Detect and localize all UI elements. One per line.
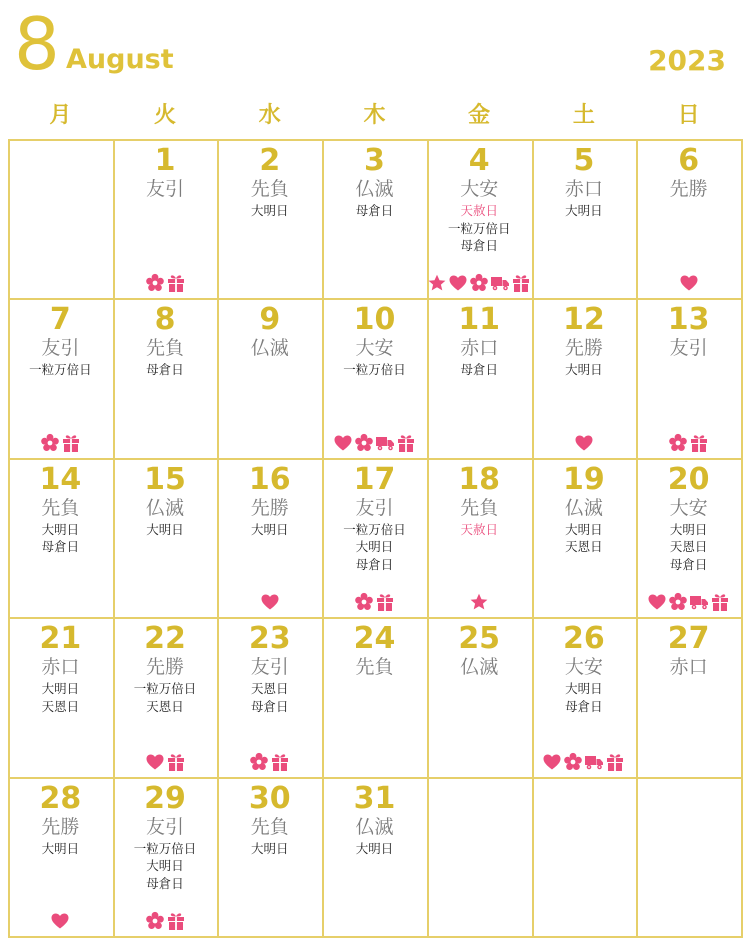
calendar-day-cell[interactable] xyxy=(113,458,220,619)
rokuyo-label: 先負 xyxy=(250,815,289,838)
lucky-day-note: 大明日 xyxy=(251,521,289,537)
lucky-day-notes xyxy=(217,680,322,715)
heart-icon xyxy=(333,433,353,453)
day-number: 11 xyxy=(458,302,501,338)
month-number: 8 xyxy=(14,2,60,86)
day-number: 21 xyxy=(39,621,82,657)
day-number: 5 xyxy=(573,143,595,178)
lucky-day-note: 大明日 xyxy=(355,539,394,555)
event-icons xyxy=(322,592,427,612)
calendar-day-cell[interactable] xyxy=(8,617,115,778)
lucky-day-note: 天恩日 xyxy=(41,698,80,714)
rokuyo-label: 友引 xyxy=(669,337,708,360)
calendar-day-cell[interactable] xyxy=(427,458,534,619)
gift-icon xyxy=(166,752,186,772)
lucky-day-note: 母倉日 xyxy=(355,556,394,572)
flower-icon xyxy=(563,752,583,772)
rokuyo-label: 仏滅 xyxy=(355,178,394,200)
rokuyo-label: 先負 xyxy=(146,337,185,360)
calendar-day-cell[interactable] xyxy=(8,777,115,938)
event-icons xyxy=(636,433,741,453)
lucky-day-note: 大明日 xyxy=(251,203,289,218)
day-number: 25 xyxy=(458,621,501,657)
lucky-day-notes xyxy=(8,521,113,556)
day-number: 14 xyxy=(39,461,82,497)
lucky-day-note: 天恩日 xyxy=(669,539,708,555)
heart-icon xyxy=(542,752,562,772)
rokuyo-label: 大安 xyxy=(355,337,394,360)
calendar-day-cell[interactable] xyxy=(217,139,324,300)
calendar-day-cell[interactable] xyxy=(427,298,534,459)
rokuyo-label: 友引 xyxy=(146,815,185,838)
gift-icon xyxy=(710,592,730,612)
lucky-day-note: 大明日 xyxy=(146,521,184,537)
event-icons xyxy=(217,752,322,772)
calendar-day-cell[interactable] xyxy=(217,458,324,619)
lucky-day-note: 一粒万倍日 xyxy=(133,681,197,697)
event-icons xyxy=(427,273,532,293)
day-number: 19 xyxy=(563,461,605,497)
lucky-day-note: 大明日 xyxy=(41,840,80,856)
lucky-day-note: 母倉日 xyxy=(460,238,498,253)
event-icons xyxy=(8,433,113,453)
rokuyo-label: 仏滅 xyxy=(250,337,289,360)
calendar-day-cell[interactable] xyxy=(113,139,220,300)
flower-icon xyxy=(668,592,688,612)
lucky-day-note: 一粒万倍日 xyxy=(447,220,511,236)
lucky-day-notes xyxy=(217,521,322,539)
lucky-day-note: 母倉日 xyxy=(669,556,708,572)
lucky-day-notes xyxy=(217,840,322,858)
rokuyo-label: 仏滅 xyxy=(355,815,394,838)
lucky-day-notes xyxy=(113,361,218,379)
flower-icon xyxy=(145,911,165,931)
day-number: 22 xyxy=(144,621,186,657)
lucky-day-notes xyxy=(113,521,218,539)
rokuyo-label: 友引 xyxy=(355,496,394,519)
day-number: 9 xyxy=(259,302,281,338)
lucky-day-note: 母倉日 xyxy=(355,203,394,218)
event-icons xyxy=(322,433,427,453)
rokuyo-label: 大安 xyxy=(564,656,603,679)
calendar-day-cell[interactable] xyxy=(532,458,639,619)
weekday-label: 日 xyxy=(677,103,700,128)
lucky-day-note: 大明日 xyxy=(565,203,603,218)
lucky-day-notes xyxy=(636,521,741,574)
lucky-day-note: 天恩日 xyxy=(146,698,184,714)
lucky-day-note: 一粒万倍日 xyxy=(133,840,197,856)
event-icons xyxy=(636,592,741,612)
flower-icon xyxy=(354,433,374,453)
lucky-day-notes xyxy=(532,521,637,556)
rokuyo-label: 仏滅 xyxy=(460,656,499,679)
rokuyo-label: 赤口 xyxy=(460,337,499,360)
calendar-day-cell[interactable] xyxy=(532,617,639,778)
rokuyo-label: 先負 xyxy=(250,178,289,200)
weekday-label: 土 xyxy=(572,103,595,128)
lucky-day-notes xyxy=(322,361,427,379)
calendar-day-cell[interactable] xyxy=(532,298,639,459)
rokuyo-label: 先勝 xyxy=(564,337,603,360)
event-icons xyxy=(113,273,218,293)
calendar-day-cell[interactable] xyxy=(636,617,743,778)
flower-icon xyxy=(668,433,688,453)
day-number: 17 xyxy=(353,461,396,497)
lucky-day-note: 大明日 xyxy=(565,521,603,537)
day-number: 27 xyxy=(667,621,710,657)
weekday-header xyxy=(8,98,741,134)
lucky-day-notes xyxy=(427,361,532,379)
rokuyo-label: 先負 xyxy=(460,496,499,519)
gift-icon xyxy=(511,273,531,293)
rokuyo-label: 先負 xyxy=(355,656,394,679)
flower-icon xyxy=(354,592,374,612)
calendar-grid xyxy=(8,139,741,936)
lucky-day-note: 母倉日 xyxy=(460,362,498,378)
day-number: 18 xyxy=(458,461,501,497)
event-icons xyxy=(217,592,322,612)
calendar-empty-cell xyxy=(532,777,639,938)
day-number: 26 xyxy=(563,621,605,657)
lucky-day-notes xyxy=(322,202,427,220)
lucky-day-notes xyxy=(8,680,113,715)
rokuyo-label: 友引 xyxy=(250,656,289,679)
lucky-day-notes xyxy=(532,361,637,379)
calendar-day-cell[interactable] xyxy=(217,298,324,459)
lucky-day-notes xyxy=(322,840,427,858)
truck-icon xyxy=(490,273,510,293)
truck-icon xyxy=(375,433,395,453)
day-number: 30 xyxy=(248,780,291,816)
weekday-label: 木 xyxy=(363,103,386,128)
rokuyo-label: 仏滅 xyxy=(146,496,185,519)
calendar-empty-cell xyxy=(8,139,115,300)
calendar-day-cell[interactable] xyxy=(636,298,743,459)
rokuyo-label: 友引 xyxy=(41,337,80,360)
event-icons xyxy=(636,273,741,293)
heart-icon xyxy=(448,273,468,293)
lucky-day-notes xyxy=(532,202,637,220)
event-icons xyxy=(427,592,532,612)
flower-icon xyxy=(469,273,489,293)
event-icons xyxy=(532,752,637,772)
day-number: 24 xyxy=(353,621,396,657)
gift-icon xyxy=(166,911,186,931)
rokuyo-label: 赤口 xyxy=(564,178,603,200)
rokuyo-label: 赤口 xyxy=(669,656,708,679)
day-number: 3 xyxy=(364,143,385,178)
heart-icon xyxy=(260,592,280,612)
lucky-day-note: 母倉日 xyxy=(251,698,289,714)
gift-icon xyxy=(270,752,290,772)
lucky-day-note: 一粒万倍日 xyxy=(29,362,92,378)
lucky-day-notes xyxy=(532,680,637,715)
event-icons xyxy=(8,911,113,931)
flower-icon xyxy=(145,273,165,293)
calendar-day-cell[interactable] xyxy=(8,298,115,459)
heart-icon xyxy=(145,752,165,772)
lucky-day-note: 天恩日 xyxy=(565,539,603,555)
lucky-day-notes xyxy=(427,202,532,255)
day-number: 12 xyxy=(563,302,605,338)
rokuyo-label: 先勝 xyxy=(669,178,708,200)
lucky-day-note: 大明日 xyxy=(669,521,708,537)
calendar-day-cell[interactable] xyxy=(427,139,534,300)
weekday-label: 水 xyxy=(258,103,281,128)
day-number: 13 xyxy=(667,302,710,338)
heart-icon xyxy=(679,273,699,293)
day-number: 31 xyxy=(353,780,396,816)
gift-icon xyxy=(396,433,416,453)
rokuyo-label: 先勝 xyxy=(41,815,80,838)
calendar-empty-cell xyxy=(636,777,743,938)
lucky-day-note: 母倉日 xyxy=(565,698,603,714)
day-number: 15 xyxy=(144,461,186,497)
day-number: 10 xyxy=(353,302,396,338)
day-number: 23 xyxy=(248,621,291,657)
calendar-day-cell[interactable] xyxy=(322,458,429,619)
lucky-day-note: 大明日 xyxy=(565,681,603,697)
calendar-day-cell[interactable] xyxy=(636,458,743,619)
lucky-day-note: 母倉日 xyxy=(41,539,80,555)
day-number: 1 xyxy=(154,143,176,178)
lucky-day-note: 天赦日 xyxy=(460,203,498,218)
star-icon xyxy=(427,273,447,293)
lucky-day-note: 大明日 xyxy=(146,858,184,874)
lucky-day-note: 大明日 xyxy=(41,681,80,697)
rokuyo-label: 大安 xyxy=(669,496,708,519)
lucky-day-note: 大明日 xyxy=(251,840,289,856)
gift-icon xyxy=(689,433,709,453)
calendar-day-cell[interactable] xyxy=(532,139,639,300)
day-number: 4 xyxy=(468,143,490,178)
lucky-day-note: 天恩日 xyxy=(251,681,289,697)
day-number: 20 xyxy=(667,461,710,497)
heart-icon xyxy=(647,592,667,612)
lucky-day-note: 一粒万倍日 xyxy=(343,521,406,537)
heart-icon xyxy=(574,433,594,453)
flower-icon xyxy=(249,752,269,772)
lucky-day-note: 一粒万倍日 xyxy=(343,362,406,378)
lucky-day-note: 大明日 xyxy=(565,362,603,378)
day-number: 28 xyxy=(39,780,82,816)
truck-icon xyxy=(689,592,709,612)
weekday-label: 月 xyxy=(49,103,72,128)
event-icons xyxy=(113,752,218,772)
lucky-day-notes xyxy=(113,840,218,893)
lucky-day-note: 母倉日 xyxy=(146,875,184,891)
lucky-day-notes xyxy=(8,361,113,379)
weekday-label: 金 xyxy=(468,103,491,128)
calendar-day-cell[interactable] xyxy=(322,139,429,300)
day-number: 6 xyxy=(678,143,700,178)
calendar-day-cell[interactable] xyxy=(113,298,220,459)
day-number: 29 xyxy=(144,780,186,816)
calendar-day-cell[interactable] xyxy=(427,617,534,778)
lucky-day-notes xyxy=(322,521,427,574)
day-number: 7 xyxy=(49,302,71,338)
rokuyo-label: 先勝 xyxy=(250,496,289,519)
rokuyo-label: 先負 xyxy=(41,496,80,519)
lucky-day-note: 母倉日 xyxy=(146,362,184,378)
weekday-label: 火 xyxy=(154,103,177,128)
month-name: August xyxy=(66,44,174,75)
day-number: 2 xyxy=(259,143,281,178)
lucky-day-note: 大明日 xyxy=(355,840,394,856)
event-icons xyxy=(532,433,637,453)
lucky-day-notes xyxy=(113,680,218,715)
calendar-day-cell[interactable] xyxy=(113,777,220,938)
heart-icon xyxy=(50,911,70,931)
calendar-day-cell[interactable] xyxy=(113,617,220,778)
calendar-empty-cell xyxy=(427,777,534,938)
event-icons xyxy=(113,911,218,931)
rokuyo-label: 仏滅 xyxy=(564,496,603,519)
rokuyo-label: 先勝 xyxy=(146,656,185,679)
day-number: 16 xyxy=(248,461,291,497)
calendar-day-cell[interactable] xyxy=(322,777,429,938)
truck-icon xyxy=(584,752,604,772)
flower-icon xyxy=(40,433,60,453)
lucky-day-notes xyxy=(217,202,322,220)
gift-icon xyxy=(166,273,186,293)
calendar-day-cell[interactable] xyxy=(217,777,324,938)
lucky-day-note: 天赦日 xyxy=(460,521,498,537)
calendar-day-cell[interactable] xyxy=(636,139,743,300)
calendar-day-cell[interactable] xyxy=(322,617,429,778)
calendar-day-cell[interactable] xyxy=(322,298,429,459)
lucky-day-notes xyxy=(427,521,532,539)
lucky-day-note: 大明日 xyxy=(41,521,80,537)
gift-icon xyxy=(605,752,625,772)
lucky-day-notes xyxy=(8,840,113,858)
rokuyo-label: 赤口 xyxy=(41,656,80,679)
rokuyo-label: 大安 xyxy=(460,178,499,200)
calendar-day-cell[interactable] xyxy=(8,458,115,619)
day-number: 8 xyxy=(154,302,176,338)
gift-icon xyxy=(375,592,395,612)
rokuyo-label: 友引 xyxy=(146,178,185,200)
gift-icon xyxy=(61,433,81,453)
year-label: 2023 xyxy=(648,44,726,77)
star-icon xyxy=(469,592,489,612)
calendar-day-cell[interactable] xyxy=(217,617,324,778)
